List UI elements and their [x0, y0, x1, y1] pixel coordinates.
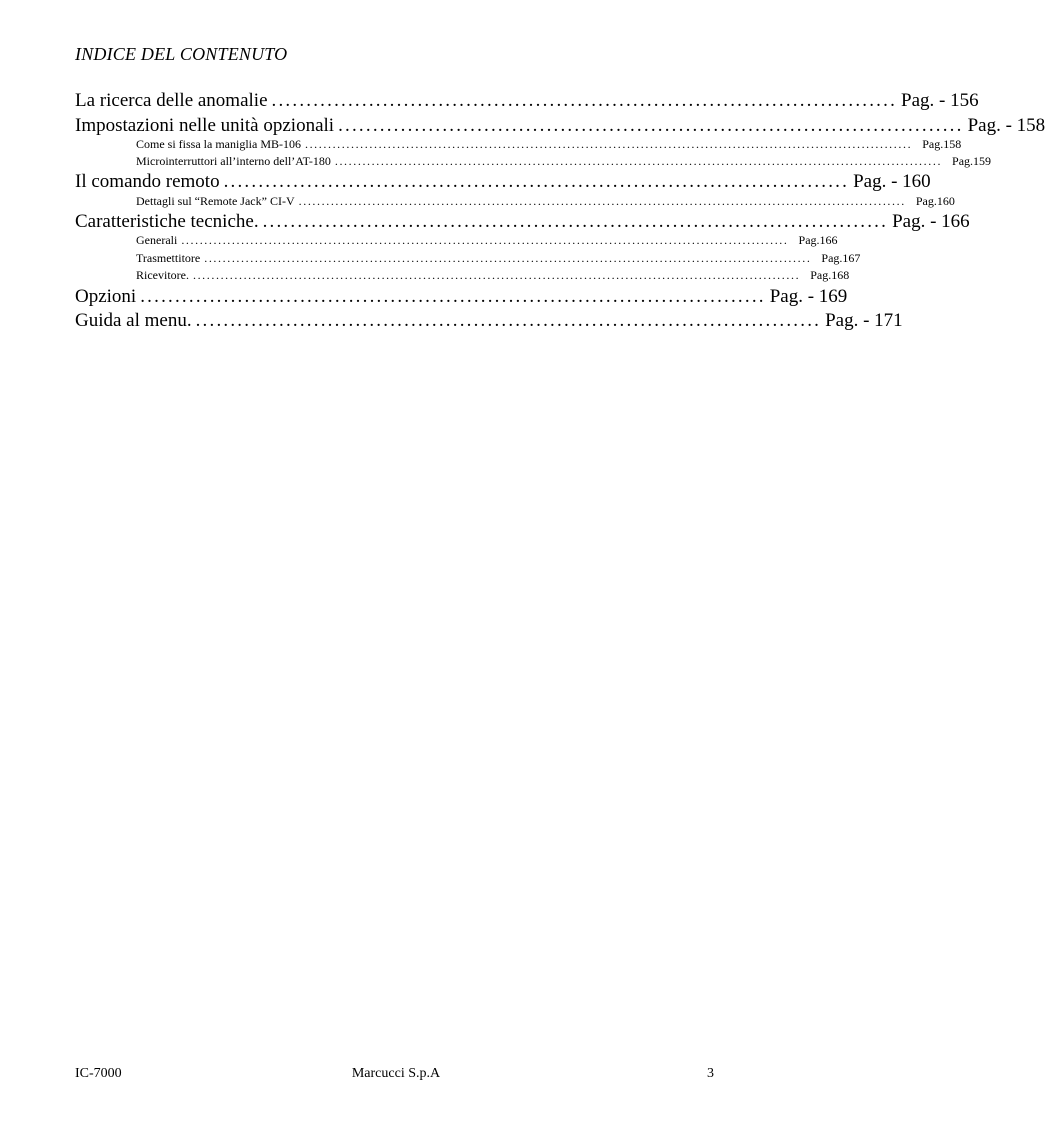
dot-leader: ....................................................................................................................................: [304, 137, 913, 151]
toc-subentry-page: Pag.159: [952, 154, 992, 168]
toc-entry-page: Pag. - 158: [967, 115, 1045, 136]
toc-entry-title: Opzioni: [75, 286, 137, 307]
dot-leader: ....................................................................................................................................: [181, 233, 789, 247]
toc-entry-page: Pag. - 160: [853, 171, 931, 192]
toc-entry-title: Caratteristiche tecniche.: [75, 211, 259, 232]
toc-entry-title: La ricerca delle anomalie: [75, 90, 268, 111]
dot-leader: ..........................................................................................: [338, 115, 964, 136]
footer-model: IC-7000: [75, 1066, 122, 1081]
toc-subentry[interactable]: [136, 233, 838, 249]
dot-leader: ....................................................................................................................................: [334, 154, 943, 168]
dot-leader: ..........................................................................................: [223, 171, 850, 192]
dot-leader: ....................................................................................................................................: [204, 251, 812, 265]
dot-leader: ....................................................................................................................................: [298, 194, 906, 208]
dot-leader: ..........................................................................................: [262, 211, 889, 232]
toc-entry[interactable]: [75, 115, 1045, 139]
toc-subentry-title: Trasmettitore: [136, 251, 201, 265]
toc-entry[interactable]: [75, 211, 970, 235]
toc-subentry-page: Pag.166: [798, 233, 838, 247]
dot-leader: ..........................................................................................: [195, 310, 822, 331]
toc-entry-title: Il comando remoto: [75, 171, 220, 192]
toc-entry-page: Pag. - 156: [901, 90, 979, 111]
toc-entry[interactable]: [75, 286, 848, 310]
toc-subentry-title: Come si fissa la maniglia MB-106: [136, 137, 301, 151]
footer-company: Marcucci S.p.A: [351, 1066, 441, 1081]
toc-entry[interactable]: [75, 171, 931, 195]
dot-leader: ..........................................................................................: [271, 90, 898, 111]
toc-entry-title: Impostazioni nelle unità opzionali: [75, 115, 335, 136]
toc-subentry-title: Dettagli sul “Remote Jack” CI-V: [136, 194, 295, 208]
toc-subentry-page: Pag.168: [810, 268, 850, 282]
toc-subentry[interactable]: [136, 154, 992, 170]
toc-entry-page: Pag. - 166: [892, 211, 970, 232]
toc-subentry-title: Generali: [136, 233, 178, 247]
toc-subentry[interactable]: [136, 194, 955, 210]
toc-entry-page: Pag. - 169: [769, 286, 848, 307]
toc-subentry[interactable]: [136, 251, 861, 267]
toc-entry[interactable]: [75, 310, 903, 334]
toc-entry-title: Guida al menu.: [75, 310, 192, 331]
document-heading: INDICE DEL CONTENUTO: [75, 44, 288, 64]
toc-subentry-page: Pag.160: [915, 194, 955, 208]
toc-subentry-page: Pag.158: [922, 137, 962, 151]
toc-subentry-page: Pag.167: [821, 251, 861, 265]
dot-leader: ....................................................................................................................................: [192, 268, 801, 282]
toc-subentry-title: Microinterruttori all’interno dell’AT-180: [136, 154, 331, 168]
toc-entry-page: Pag. - 171: [825, 310, 903, 331]
toc-subentry-title: Ricevitore.: [136, 268, 189, 282]
footer-page-number: 3: [707, 1066, 714, 1081]
toc-subentry[interactable]: [136, 268, 850, 284]
dot-leader: ..........................................................................................: [140, 286, 766, 307]
toc-entry[interactable]: [75, 90, 979, 114]
toc-subentry[interactable]: [136, 137, 962, 153]
